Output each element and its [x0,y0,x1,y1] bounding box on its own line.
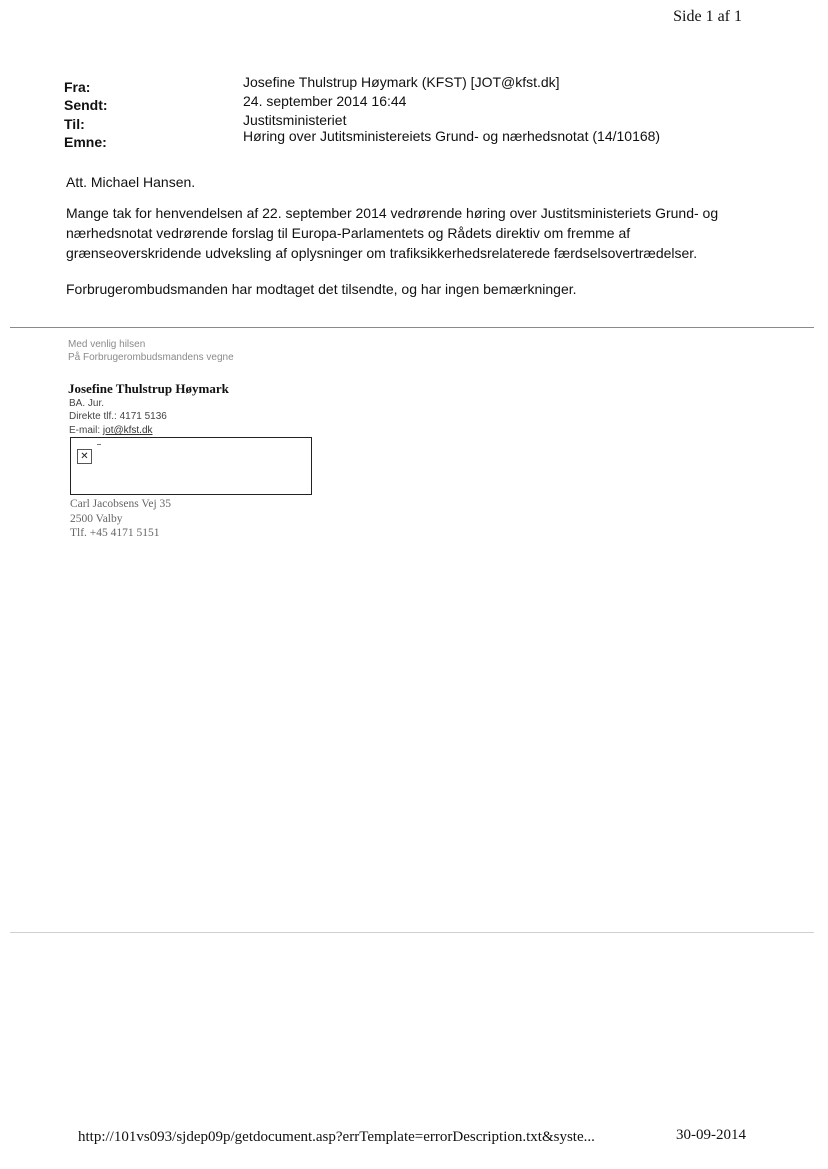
sent-value: 24. september 2014 16:44 [243,93,407,109]
to-value: Justitsministeriet [243,112,347,128]
email-link[interactable]: jot@kfst.dk [102,425,153,436]
paragraph-line: grænseoverskridende udveksling af oplysninger om trafiksikkerhedsrelaterede færdselsovertrædelser. [66,245,698,261]
body-paragraph [66,203,746,263]
paragraph-line: Mange tak for henvendelsen af 22. september 2014 vedrørende høring over Justitsministeriets Grund- og [66,205,719,221]
address-city: 2500 Valby [70,513,123,525]
logo-image-placeholder [70,437,312,495]
bottom-separator [10,932,814,933]
greeting: Att. Michael Hansen. [66,174,196,190]
to-label: Til: [64,116,85,132]
from-value: Josefine Thulstrup Høymark (KFST) [JOT@kfst.dk] [243,74,560,90]
image-tick-mark [97,444,101,445]
sent-label: Sendt: [64,97,108,113]
address-street: Carl Jacobsens Vej 35 [70,498,172,510]
separator-rule [10,327,814,328]
footer-date: 30-09-2014 [676,1127,746,1143]
from-label: Fra: [64,79,91,95]
closing-statement: Forbrugerombudsmanden har modtaget det tilsendte, og har ingen bemærkninger. [66,281,577,297]
signature-regards: Med venlig hilsen [68,339,146,350]
email-label: E-mail: [69,425,101,436]
signature-name: Josefine Thulstrup Høymark [68,381,229,396]
page-number: Side 1 af 1 [673,8,742,25]
subject-value: Høring over Jutitsministereiets Grund- og nærhedsnotat (14/10168) [243,128,661,144]
signature-phone: Direkte tlf.: 4171 5136 [69,411,167,422]
signature-title: BA. Jur. [69,398,105,409]
signature-email-row [69,425,153,436]
paragraph-line: nærhedsnotat vedrørende forslag til Europa-Parlamentets og Rådets direktiv om fremme af [66,225,631,241]
address-phone: Tlf. +45 4171 5151 [70,527,160,539]
broken-image-icon: ✕ [77,449,92,464]
signature-on-behalf: På Forbrugerombudsmandens vegne [68,352,234,363]
subject-label: Emne: [64,134,107,150]
footer-url: http://101vs093/sjdep09p/getdocument.asp?errTemplate=errorDescription.txt&syste... [78,1129,595,1145]
